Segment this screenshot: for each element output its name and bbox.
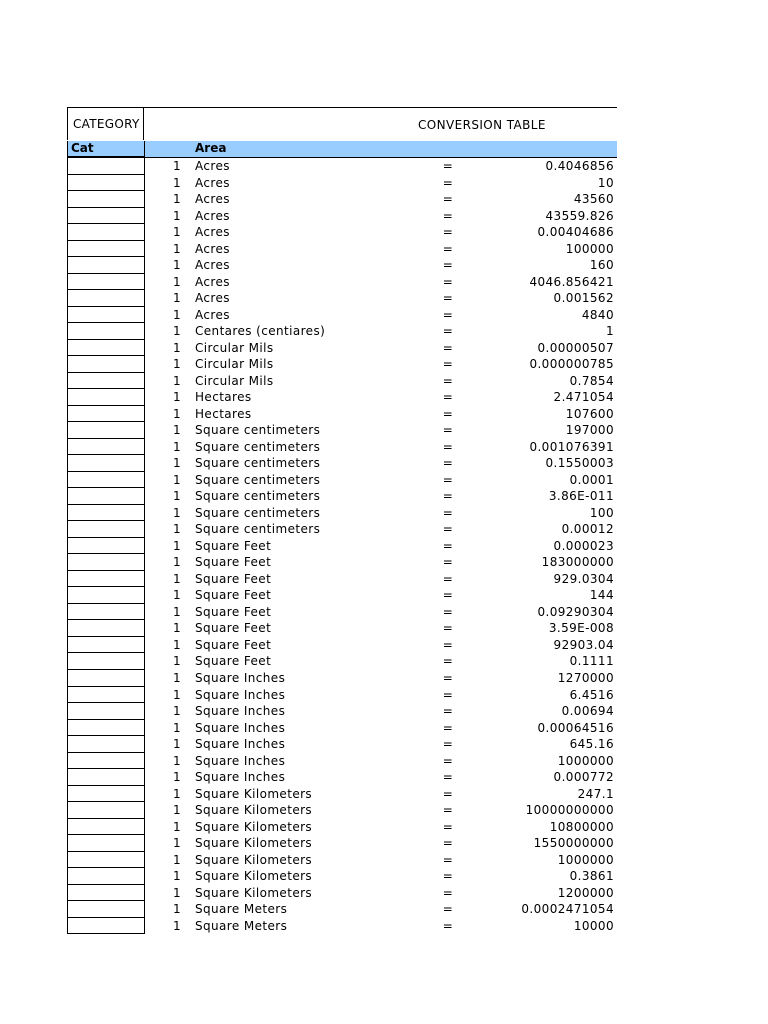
quantity: 1 [172, 241, 181, 256]
category-input-cell[interactable] [67, 439, 145, 456]
equals-sign: = [442, 770, 454, 785]
category-input-cell[interactable] [67, 918, 145, 935]
equals-sign: = [442, 588, 454, 603]
conversion-value: 1270000 [557, 670, 614, 685]
conversion-value: 2.471054 [553, 390, 614, 405]
unit-name: Square Feet [195, 538, 272, 553]
category-input-cell[interactable] [67, 604, 145, 621]
unit-name: Hectares [195, 406, 252, 421]
table-row [67, 736, 617, 753]
conversion-value: 0.1550003 [545, 456, 614, 471]
unit-name: Square Feet [195, 621, 272, 636]
conversion-value: 3.59E-008 [548, 621, 614, 636]
cat-header-cell: Cat [67, 141, 145, 157]
category-input-cell[interactable] [67, 538, 145, 555]
quantity: 1 [172, 225, 181, 240]
category-input-cell[interactable] [67, 901, 145, 918]
table-row [67, 819, 617, 836]
table-row [67, 274, 617, 291]
quantity: 1 [172, 687, 181, 702]
quantity: 1 [172, 159, 181, 173]
quantity: 1 [172, 836, 181, 851]
table-row [67, 653, 617, 670]
table-row [67, 835, 617, 852]
table-row [67, 620, 617, 637]
unit-name: Square centimeters [195, 439, 321, 454]
conversion-value: 197000 [565, 423, 614, 438]
equals-sign: = [442, 555, 454, 570]
equals-sign: = [442, 357, 454, 372]
conversion-value: 0.0002471054 [521, 902, 614, 917]
equals-sign: = [442, 637, 454, 652]
equals-sign: = [442, 192, 454, 207]
equals-sign: = [442, 918, 454, 933]
quantity: 1 [172, 604, 181, 619]
conversion-value: 0.0001 [569, 472, 614, 487]
table-row [67, 538, 617, 555]
table-row [67, 885, 617, 902]
conversion-value: 10800000 [549, 819, 614, 834]
equals-sign: = [442, 902, 454, 917]
unit-name: Acres [195, 258, 230, 273]
category-input-cell[interactable] [67, 406, 145, 423]
conversion-value: 0.00404686 [537, 225, 614, 240]
table-row [67, 587, 617, 604]
table-row [67, 439, 617, 456]
conversion-sheet [67, 107, 617, 934]
quantity: 1 [172, 258, 181, 273]
equals-sign: = [442, 307, 454, 322]
unit-name: Square Feet [195, 588, 272, 603]
section-header-row [67, 141, 617, 158]
unit-name: Square Meters [195, 918, 288, 933]
quantity: 1 [172, 571, 181, 586]
table-row [67, 703, 617, 720]
category-input-cell[interactable] [67, 224, 145, 241]
conversion-value: 43559.826 [545, 208, 614, 223]
equals-sign: = [442, 704, 454, 719]
conversion-value: 0.1111 [569, 654, 614, 669]
quantity: 1 [172, 472, 181, 487]
conversion-value: 10000 [573, 918, 614, 933]
quantity: 1 [172, 803, 181, 818]
conversion-value: 0.4046856 [545, 159, 614, 173]
unit-name: Square Meters [195, 902, 288, 917]
table-row [67, 191, 617, 208]
conversion-value: 0.000000785 [529, 357, 614, 372]
unit-name: Acres [195, 159, 230, 173]
category-input-cell[interactable] [67, 819, 145, 836]
equals-sign: = [442, 208, 454, 223]
equals-sign: = [442, 737, 454, 752]
quantity: 1 [172, 902, 181, 917]
quantity: 1 [172, 654, 181, 669]
unit-name: Acres [195, 175, 230, 190]
quantity: 1 [172, 274, 181, 289]
quantity: 1 [172, 819, 181, 834]
equals-sign: = [442, 225, 454, 240]
conversion-value: 1200000 [557, 885, 614, 900]
conversion-value: 92903.04 [553, 637, 614, 652]
conversion-value: 183000000 [541, 555, 614, 570]
table-row [67, 175, 617, 192]
quantity: 1 [172, 357, 181, 372]
quantity: 1 [172, 704, 181, 719]
conversion-value: 0.00000507 [537, 340, 614, 355]
unit-name: Square Inches [195, 720, 286, 735]
equals-sign: = [442, 836, 454, 851]
category-input-cell[interactable] [67, 852, 145, 869]
equals-sign: = [442, 538, 454, 553]
table-row [67, 455, 617, 472]
unit-name: Circular Mils [195, 373, 274, 388]
category-input-cell[interactable] [67, 587, 145, 604]
quantity: 1 [172, 918, 181, 933]
conversion-value: 144 [589, 588, 614, 603]
quantity: 1 [172, 456, 181, 471]
equals-sign: = [442, 654, 454, 669]
conversion-value: 0.00012 [561, 522, 614, 537]
unit-name: Acres [195, 225, 230, 240]
conversion-value: 247.1 [577, 786, 614, 801]
table-row [67, 389, 617, 406]
equals-sign: = [442, 274, 454, 289]
conversion-value: 100 [589, 505, 614, 520]
quantity: 1 [172, 737, 181, 752]
category-input-cell[interactable] [67, 554, 145, 571]
conversion-value: 645.16 [569, 737, 614, 752]
equals-sign: = [442, 819, 454, 834]
equals-sign: = [442, 456, 454, 471]
equals-sign: = [442, 241, 454, 256]
table-row [67, 604, 617, 621]
quantity: 1 [172, 621, 181, 636]
table-row [67, 158, 617, 175]
equals-sign: = [442, 258, 454, 273]
unit-name: Centares (centiares) [195, 324, 326, 339]
quantity: 1 [172, 489, 181, 504]
quantity: 1 [172, 406, 181, 421]
category-input-cell[interactable] [67, 208, 145, 225]
equals-sign: = [442, 786, 454, 801]
equals-sign: = [442, 340, 454, 355]
conversion-value: 0.001076391 [529, 439, 614, 454]
category-input-cell[interactable] [67, 257, 145, 274]
equals-sign: = [442, 439, 454, 454]
equals-sign: = [442, 720, 454, 735]
equals-sign: = [442, 489, 454, 504]
quantity: 1 [172, 192, 181, 207]
category-input-cell[interactable] [67, 687, 145, 704]
quantity: 1 [172, 522, 181, 537]
unit-name: Square centimeters [195, 522, 321, 537]
table-row [67, 323, 617, 340]
category-input-cell[interactable] [67, 521, 145, 538]
category-input-cell[interactable] [67, 653, 145, 670]
table-row [67, 753, 617, 770]
equals-sign: = [442, 373, 454, 388]
table-row [67, 422, 617, 439]
unit-name: Square Kilometers [195, 869, 313, 884]
category-input-cell[interactable] [67, 786, 145, 803]
unit-name: Square centimeters [195, 505, 321, 520]
quantity: 1 [172, 423, 181, 438]
table-row [67, 554, 617, 571]
table-row [67, 356, 617, 373]
equals-sign: = [442, 670, 454, 685]
category-input-cell[interactable] [67, 323, 145, 340]
conversion-value: 0.00694 [561, 704, 614, 719]
quantity: 1 [172, 852, 181, 867]
equals-sign: = [442, 390, 454, 405]
conversion-value: 1000000 [557, 753, 614, 768]
unit-name: Square Feet [195, 571, 272, 586]
table-row [67, 373, 617, 390]
conversion-value: 4046.856421 [529, 274, 614, 289]
equals-sign: = [442, 803, 454, 818]
quantity: 1 [172, 307, 181, 322]
unit-name: Square Kilometers [195, 803, 313, 818]
conversion-value: 100000 [565, 241, 614, 256]
category-input-cell[interactable] [67, 868, 145, 885]
equals-sign: = [442, 175, 454, 190]
unit-name: Square centimeters [195, 472, 321, 487]
conversion-value: 1550000000 [533, 836, 614, 851]
header-row [67, 107, 617, 141]
equals-sign: = [442, 472, 454, 487]
unit-name: Square Feet [195, 654, 272, 669]
equals-sign: = [442, 324, 454, 339]
unit-name: Circular Mils [195, 357, 274, 372]
category-header-cell: CATEGORY [67, 108, 144, 140]
unit-name: Square Kilometers [195, 852, 313, 867]
category-input-cell[interactable] [67, 422, 145, 439]
unit-name: Square Inches [195, 753, 286, 768]
category-input-cell[interactable] [67, 571, 145, 588]
table-row [67, 241, 617, 258]
unit-name: Circular Mils [195, 340, 274, 355]
unit-name: Hectares [195, 390, 252, 405]
equals-sign: = [442, 406, 454, 421]
category-input-cell[interactable] [67, 158, 145, 175]
quantity: 1 [172, 373, 181, 388]
equals-sign: = [442, 423, 454, 438]
conversion-value: 929.0304 [553, 571, 614, 586]
category-input-cell[interactable] [67, 455, 145, 472]
conversion-value: 160 [589, 258, 614, 273]
unit-name: Square Feet [195, 604, 272, 619]
quantity: 1 [172, 340, 181, 355]
quantity: 1 [172, 555, 181, 570]
conversion-value: 1000000 [557, 852, 614, 867]
table-row [67, 670, 617, 687]
quantity: 1 [172, 208, 181, 223]
equals-sign: = [442, 753, 454, 768]
table-row [67, 571, 617, 588]
category-input-cell[interactable] [67, 885, 145, 902]
conversion-value: 0.001562 [553, 291, 614, 306]
quantity: 1 [172, 324, 181, 339]
table-row [67, 208, 617, 225]
conversion-value: 10 [597, 175, 614, 190]
conversion-rows [67, 158, 617, 934]
quantity: 1 [172, 390, 181, 405]
unit-name: Square centimeters [195, 456, 321, 471]
unit-name: Square Inches [195, 737, 286, 752]
table-row [67, 340, 617, 357]
unit-name: Square Feet [195, 637, 272, 652]
equals-sign: = [442, 522, 454, 537]
category-input-cell[interactable] [67, 241, 145, 258]
category-input-cell[interactable] [67, 505, 145, 522]
table-row [67, 687, 617, 704]
category-input-cell[interactable] [67, 670, 145, 687]
category-input-cell[interactable] [67, 340, 145, 357]
unit-name: Acres [195, 307, 230, 322]
category-input-cell[interactable] [67, 720, 145, 737]
quantity: 1 [172, 869, 181, 884]
table-row [67, 802, 617, 819]
table-row [67, 224, 617, 241]
category-input-cell[interactable] [67, 488, 145, 505]
conversion-value: 4840 [581, 307, 614, 322]
quantity: 1 [172, 291, 181, 306]
conversion-value: 0.00064516 [537, 720, 614, 735]
table-row [67, 472, 617, 489]
category-input-cell[interactable] [67, 290, 145, 307]
category-input-cell[interactable] [67, 307, 145, 324]
table-row [67, 852, 617, 869]
unit-name: Square Inches [195, 687, 286, 702]
unit-name: Acres [195, 274, 230, 289]
unit-name: Acres [195, 291, 230, 306]
category-input-cell[interactable] [67, 637, 145, 654]
category-input-cell[interactable] [67, 472, 145, 489]
equals-sign: = [442, 604, 454, 619]
table-row [67, 868, 617, 885]
unit-name: Square Inches [195, 670, 286, 685]
equals-sign: = [442, 687, 454, 702]
conversion-value: 0.09290304 [537, 604, 614, 619]
category-input-cell[interactable] [67, 191, 145, 208]
quantity: 1 [172, 753, 181, 768]
equals-sign: = [442, 621, 454, 636]
category-input-cell[interactable] [67, 356, 145, 373]
quantity: 1 [172, 786, 181, 801]
table-row [67, 307, 617, 324]
table-title: CONVERSION TABLE [418, 118, 546, 132]
unit-name: Acres [195, 208, 230, 223]
table-row [67, 637, 617, 654]
equals-sign: = [442, 869, 454, 884]
conversion-value: 6.4516 [569, 687, 614, 702]
unit-name: Square Kilometers [195, 786, 313, 801]
category-input-cell[interactable] [67, 620, 145, 637]
quantity: 1 [172, 439, 181, 454]
equals-sign: = [442, 159, 454, 173]
category-input-cell[interactable] [67, 802, 145, 819]
quantity: 1 [172, 538, 181, 553]
unit-name: Square Kilometers [195, 836, 313, 851]
equals-sign: = [442, 505, 454, 520]
category-input-cell[interactable] [67, 753, 145, 770]
unit-name: Acres [195, 241, 230, 256]
quantity: 1 [172, 175, 181, 190]
category-input-cell[interactable] [67, 736, 145, 753]
table-row [67, 769, 617, 786]
unit-name: Square Feet [195, 555, 272, 570]
conversion-value: 10000000000 [525, 803, 614, 818]
unit-name: Square centimeters [195, 423, 321, 438]
conversion-value: 0.000772 [553, 770, 614, 785]
category-input-cell[interactable] [67, 373, 145, 390]
conversion-value: 0.7854 [569, 373, 614, 388]
table-row [67, 488, 617, 505]
table-row [67, 257, 617, 274]
category-input-cell[interactable] [67, 835, 145, 852]
conversion-value: 107600 [565, 406, 614, 421]
table-row [67, 290, 617, 307]
quantity: 1 [172, 588, 181, 603]
conversion-value: 43560 [573, 192, 614, 207]
table-row [67, 406, 617, 423]
equals-sign: = [442, 291, 454, 306]
conversion-value: 0.3861 [569, 869, 614, 884]
equals-sign: = [442, 571, 454, 586]
category-input-cell[interactable] [67, 703, 145, 720]
quantity: 1 [172, 720, 181, 735]
conversion-value: 1 [605, 324, 614, 339]
quantity: 1 [172, 770, 181, 785]
table-row [67, 918, 617, 935]
section-label: Area [195, 141, 227, 155]
quantity: 1 [172, 637, 181, 652]
quantity: 1 [172, 885, 181, 900]
unit-name: Square Inches [195, 704, 286, 719]
category-input-cell[interactable] [67, 175, 145, 192]
table-row [67, 505, 617, 522]
conversion-value: 0.000023 [553, 538, 614, 553]
unit-name: Acres [195, 192, 230, 207]
category-input-cell[interactable] [67, 389, 145, 406]
unit-name: Square centimeters [195, 489, 321, 504]
category-input-cell[interactable] [67, 274, 145, 291]
table-row [67, 720, 617, 737]
table-row [67, 786, 617, 803]
unit-name: Square Inches [195, 770, 286, 785]
table-row [67, 901, 617, 918]
conversion-value: 3.86E-011 [548, 489, 614, 504]
category-input-cell[interactable] [67, 769, 145, 786]
unit-name: Square Kilometers [195, 885, 313, 900]
quantity: 1 [172, 670, 181, 685]
table-row [67, 521, 617, 538]
unit-name: Square Kilometers [195, 819, 313, 834]
equals-sign: = [442, 885, 454, 900]
equals-sign: = [442, 852, 454, 867]
quantity: 1 [172, 505, 181, 520]
